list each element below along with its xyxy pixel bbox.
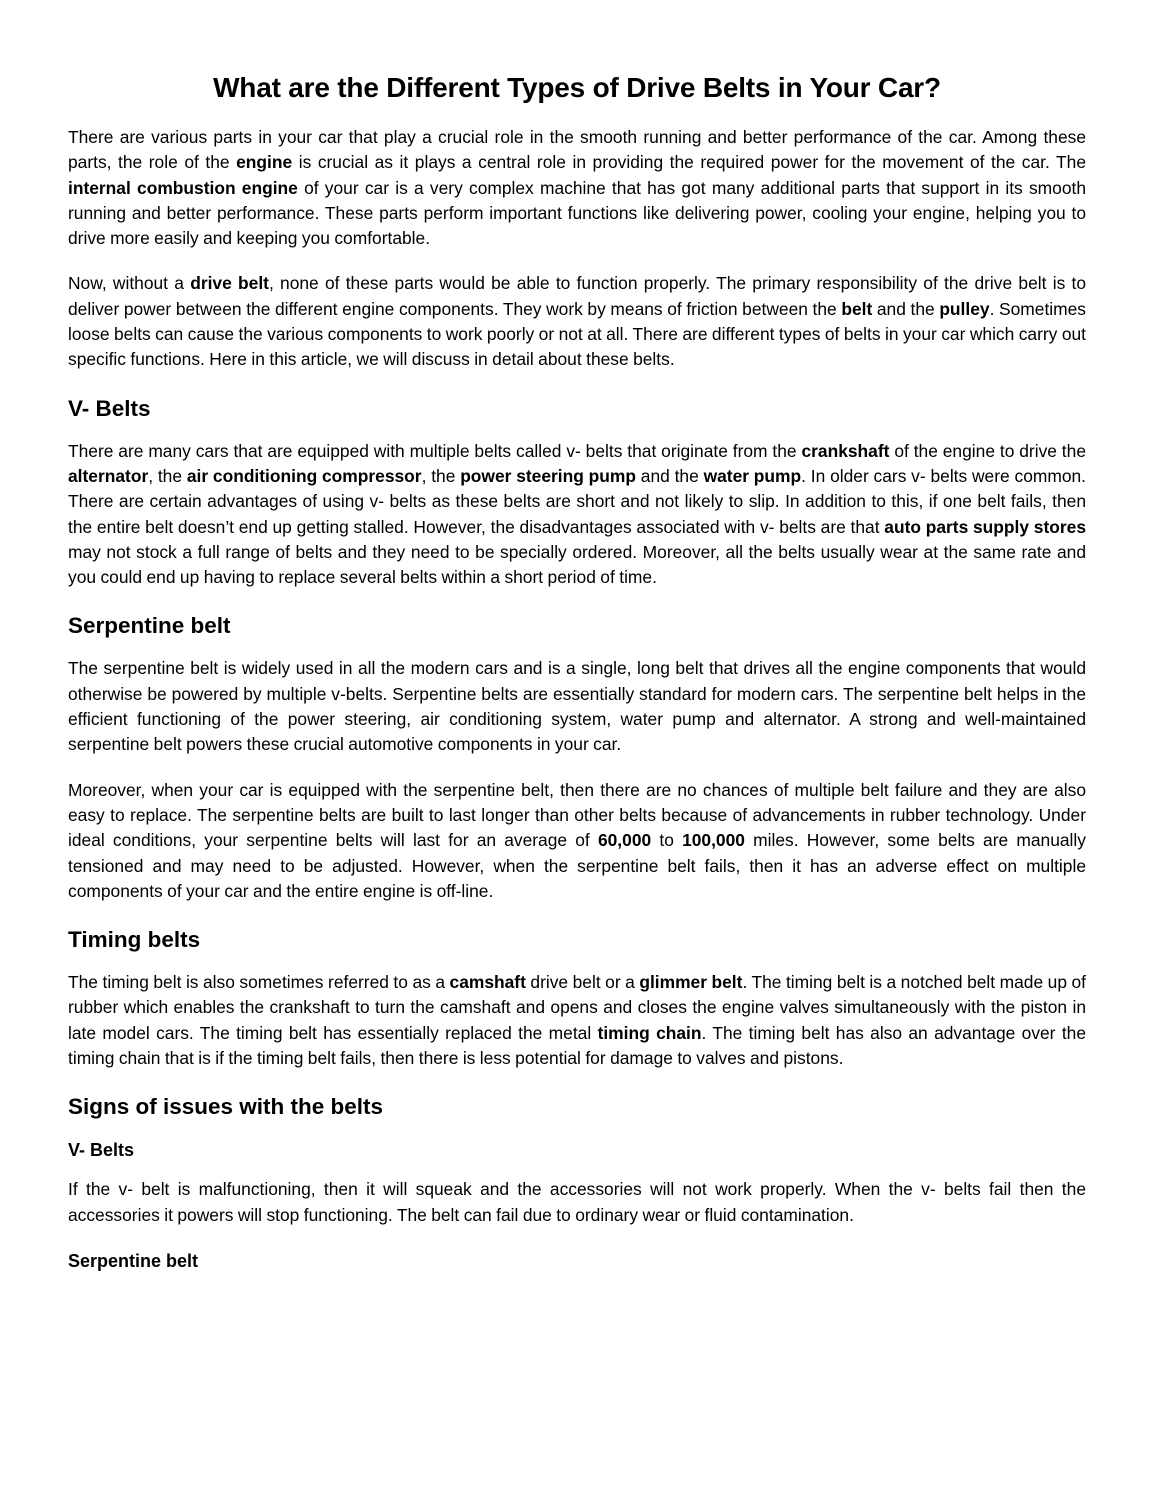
bold-term: camshaft	[449, 972, 526, 993]
bold-term: belt	[841, 298, 873, 319]
timing-paragraph: The timing belt is also sometimes referred to as a camshaft drive belt or a glimmer belt. The timing belt is a notched belt made up of rubber which enables the crankshaft to turn the camshaft and opens and closes the engine valves simultaneously with the piston in late model cars. The timing belt has essentially replaced the metal timing chain. The timing belt has also an advantage over the timing chain that is if the timing belt fails, then there is less potential for damage to valves and pistons.	[68, 972, 1087, 1069]
bold-term: power steering pump	[460, 465, 636, 486]
intro-paragraph-2: Now, without a drive belt, none of these parts would be able to function properly. The primary responsibility of the drive belt is to deliver power between the different engine components. They work by means of friction between the belt and the pulley. Sometimes loose belts can cause the various components to work poorly or not at all. There are different types of belts in your car which carry out specific functions. Here in this article, we will discuss in detail about these belts.	[68, 273, 1087, 370]
bold-term: crankshaft	[801, 440, 890, 461]
section-heading-serpentine: Serpentine belt	[68, 613, 231, 639]
bold-term: air conditioning compressor	[186, 465, 422, 486]
bold-term: 100,000	[682, 830, 745, 851]
page-title: What are the Different Types of Drive Belts in Your Car?	[213, 72, 941, 103]
subheading-serpentine: Serpentine belt	[68, 1250, 199, 1271]
bold-term: glimmer belt	[639, 972, 743, 993]
section-heading-signs: Signs of issues with the belts	[68, 1094, 384, 1120]
serpentine-paragraph-2: Moreover, when your car is equipped with the serpentine belt, then there are no chances of multiple belt failure and they are also easy to replace. The serpentine belts are built to last longer than other belts because of advancements in rubber technology. Under ideal conditions, your serpentine belts will last for an average of 60,000 to 100,000 miles. However, some belts are manually tensioned and may need to be adjusted. However, when the serpentine belt fails, then it has an adverse effect on multiple components of your car and the entire engine is off-line.	[68, 779, 1086, 901]
bold-term: auto parts supply stores	[884, 516, 1086, 537]
v-belts-paragraph: There are many cars that are equipped with multiple belts called v- belts that originate from the crankshaft of the engine to drive the alternator, the air conditioning compressor, the power steering pump and the water pump. In older cars v- belts were common. There are certain advantages of using v- belts as these belts are short and not likely to slip. In addition to this, if one belt fails, then the entire belt doesn’t end up getting stalled. However, the disadvantages associated with v- belts are that auto parts supply stores may not stock a full range of belts and they need to be specially ordered. Moreover, all the belts usually wear at the same rate and you could end up having to replace several belts within a short period of time.	[68, 440, 1087, 588]
bold-term: engine	[236, 152, 293, 173]
bold-term: alternator	[68, 465, 149, 486]
bold-term: drive belt	[190, 273, 269, 294]
intro-paragraph-1: There are various parts in your car that play a crucial role in the smooth running and better performance of the car. Among these parts, the role of the engine is crucial as it plays a central role in providing the required power for the movement of the car. The internal combustion engine of your car is a very complex machine that has got many additional parts that support in its smooth running and better performance. These parts perform important functions like delivering power, cooling your engine, helping you to drive more easily and keeping you comfortable.	[68, 127, 1086, 249]
bold-term: pulley	[939, 298, 990, 319]
section-heading-timing: Timing belts	[68, 927, 201, 953]
signs-v-belts-paragraph: If the v- belt is malfunctioning, then it will squeak and the accessories will not work properly. When the v- belts fail then the accessories it powers will stop functioning. The belt can fail due to ordinary wear or fluid contamination.	[68, 1179, 1086, 1225]
subheading-v-belts: V- Belts	[68, 1140, 135, 1161]
bold-term: timing chain	[597, 1022, 702, 1043]
bold-term: internal combustion engine	[68, 177, 298, 198]
serpentine-paragraph-1: The serpentine belt is widely used in all the modern cars and is a single, long belt that drives all the engine components that would otherwise be powered by multiple v-belts. Serpentine belts are essentially standard for modern cars. The serpentine belt helps in the efficient functioning of the power steering, air conditioning system, water pump and alternator. A strong and well-maintained serpentine belt powers these crucial automotive components in your car.	[68, 658, 1086, 755]
bold-term: water pump	[703, 465, 802, 486]
section-heading-v-belts: V- Belts	[68, 395, 151, 421]
bold-term: 60,000	[597, 830, 652, 851]
